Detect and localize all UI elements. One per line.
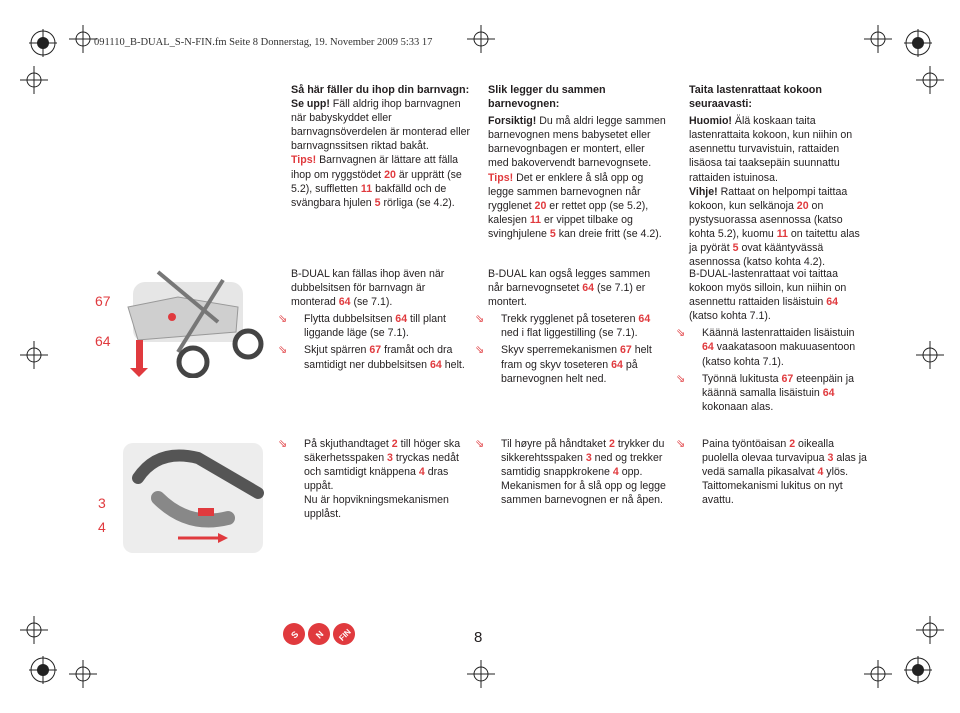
tip-text: bakfälld och de svängbara hjulen (291, 182, 447, 209)
tip-text: är upprätt (se 5.2), suffletten (291, 168, 462, 195)
warning-label: Se upp! (291, 98, 330, 111)
step-text: Trekk rygglenet på toseteren (501, 313, 636, 326)
callout-4: 4 (98, 519, 106, 535)
callout-3: 3 (98, 495, 106, 511)
step-text: på barnevognen helt ned. (501, 358, 638, 385)
language-tabs (282, 612, 362, 652)
ref-number: 64 (582, 282, 595, 295)
ref-number: 11 (529, 213, 542, 226)
tip-text: Rattaat on helpompi taittaa kokoon, kun selkänoja (689, 185, 848, 212)
ref-number: 5 (732, 242, 739, 255)
step-arrow-icon: ⇘ (676, 372, 686, 385)
section-title: Så här fäller du ihop din barnvagn: (291, 84, 470, 96)
stroller-fold-illustration (118, 262, 268, 378)
tip-text: on pystysuorassa asennossa (katso kohta 5.2), kuomu (689, 199, 843, 240)
step-arrow-icon: ⇘ (475, 344, 485, 357)
dual-text: (se 7.1) er montert. (488, 282, 646, 309)
warning-text: Du må aldri legge sammen barnevognen mens babysetet eller barnevognbagen er montert, eller med bakovervendt barnevognsete. (488, 115, 666, 170)
registration-mark-icon (864, 660, 892, 688)
registration-mark-icon (29, 29, 57, 57)
dual-section-norwegian (475, 267, 668, 386)
ref-number: 67 (619, 344, 632, 357)
warning-text: Älä koskaan taita lastenrattaita kokoon, kun niihin on asennettu turvavistuin, rattaiden lisäosa tai taaksepäin suunnattu rattaiden istuinosa. (689, 115, 853, 184)
ref-number: 5 (374, 196, 381, 209)
step-text: framåt och dra samtidigt ner dubbelsitsen (304, 344, 453, 371)
ref-number: 64 (338, 296, 351, 309)
ref-number: 2 (789, 438, 796, 450)
registration-mark-icon (29, 656, 57, 684)
ref-number: 5 (549, 227, 556, 240)
ref-number: 64 (395, 313, 408, 326)
warning-text: Fäll aldrig ihop barnvagnen när babyskyddet eller barnvagnsöverdelen är monterad eller barnvagnssitsen riktad bakåt. (291, 98, 471, 153)
step-arrow-icon: ⇘ (676, 327, 686, 340)
registration-mark-icon (916, 341, 944, 369)
lang-tab-label: FIN (337, 627, 353, 643)
ref-number: 11 (776, 227, 788, 240)
handle-unlock-illustration (118, 438, 268, 558)
tip-label: Vihje! (689, 185, 718, 198)
step-arrow-icon: ⇘ (475, 313, 485, 326)
callout-64: 64 (95, 333, 111, 349)
step-text: På skjuthandtaget (304, 438, 389, 450)
registration-mark-icon (904, 656, 932, 684)
step-text: ned i flat liggestilling (se 7.1). (501, 327, 638, 340)
column-finnish (689, 83, 869, 269)
step-text: Työnnä lukitusta (702, 372, 779, 385)
step-text: till höger ska säkerhetsspaken (304, 438, 461, 465)
tip-text: kan dreie fritt (se 4.2). (558, 227, 662, 240)
registration-mark-icon (916, 66, 944, 94)
registration-mark-icon (864, 25, 892, 53)
ref-number: 3 (827, 452, 834, 465)
registration-mark-icon (69, 660, 97, 688)
step-arrow-icon: ⇘ (278, 438, 288, 450)
ref-number: 2 (391, 438, 398, 450)
step-text: Käännä lastenrattaiden lisäistuin (702, 327, 855, 340)
step-text: Paina työntöaisan (702, 438, 787, 450)
step-text: till plant liggande läge (se 7.1). (304, 313, 446, 340)
ref-number: 64 (611, 358, 623, 371)
ref-number: 4 (817, 466, 824, 479)
step-text: Flytta dubbelsitsen (304, 313, 393, 326)
ref-number: 64 (430, 358, 442, 371)
step-text: helt fram og skyv toseteren (501, 344, 652, 371)
ref-number: 11 (360, 182, 373, 195)
ref-number: 67 (369, 344, 382, 357)
step-text: oikealla puolella olevaa turvavipua (702, 438, 834, 465)
step-text: kokonaan alas. (702, 400, 774, 413)
ref-number: 20 (534, 199, 547, 212)
step-arrow-icon: ⇘ (278, 313, 288, 326)
dual-section-swedish (278, 267, 471, 372)
registration-mark-icon (467, 660, 495, 688)
tip-text: rörliga (se 4.2). (383, 196, 455, 209)
ref-number: 64 (822, 386, 835, 399)
step-text: alas ja vedä samalla pikasalvat (702, 452, 867, 479)
registration-mark-icon (20, 616, 48, 644)
tip-label: Tips! (291, 154, 317, 167)
step-text: Nu är hopvikningsmekanismen upplåst. (304, 494, 449, 521)
ref-number: 3 (387, 452, 393, 465)
tip-text: ovat kääntyvässä asennossa (katso kohta 4.2). (689, 242, 826, 269)
lang-tab-label: S (289, 629, 301, 641)
step-text: Mekanismen for å slå opp og legge sammen barnevognen er nå åpen. (501, 480, 666, 507)
handle-section-norwegian (475, 437, 668, 507)
dual-text: (katso kohta 7.1). (689, 310, 771, 323)
dual-text: B-DUAL-lastenrattaat voi taittaa kokoon myös silloin, kun niihin on asennettu rattaiden lisäistuin (689, 268, 847, 309)
registration-mark-icon (467, 25, 495, 53)
column-norwegian (488, 83, 668, 241)
ref-number: 3 (585, 452, 592, 465)
registration-mark-icon (904, 29, 932, 57)
tip-text: er vippet tilbake og svinghjulene (488, 213, 633, 240)
ref-number: 64 (702, 341, 714, 354)
step-text: ned og trekker samtidig snappkrokene (501, 452, 663, 479)
step-text: vaakatasoon makuuasentoon (katso kohta 7.1). (702, 341, 856, 368)
tip-text: er rettet opp (se 5.2), kalesjen (488, 199, 649, 226)
ref-number: 20 (384, 168, 396, 181)
ref-number: 4 (418, 466, 425, 479)
step-text: helt. (444, 358, 465, 371)
step-text: dras uppåt. (304, 466, 449, 493)
tip-text: Barnvagnen är lättare att fälla ihop om ryggstödet (291, 154, 459, 181)
step-arrow-icon: ⇘ (676, 438, 686, 450)
ref-number: 64 (638, 313, 651, 326)
ref-number: 67 (781, 372, 794, 385)
step-text: trykker du sikkerehtsspaken (501, 438, 665, 465)
dual-text: (se 7.1). (353, 296, 393, 309)
callout-67: 67 (95, 293, 111, 309)
column-swedish (291, 83, 471, 210)
page-number: 8 (474, 629, 483, 646)
step-text: Taittomekanismi lukitus on nyt avattu. (702, 480, 843, 507)
step-text: Skyv sperremekanismen (501, 344, 617, 357)
registration-mark-icon (20, 66, 48, 94)
ref-number: 64 (826, 296, 839, 309)
handle-section-swedish (278, 437, 471, 522)
section-title: Slik legger du sammen barnevognen: (488, 84, 606, 111)
page-header: 091110_B-DUAL_S-N-FIN.fm Seite 8 Donnerstag, 19. November 2009 5:33 17 (94, 37, 433, 48)
tip-text: on taitettu alas ja pyörät (689, 227, 860, 255)
dual-text: B-DUAL kan også legges sammen når barnevognsetet (488, 268, 651, 295)
ref-number: 4 (612, 466, 619, 479)
step-text: ylös. (826, 466, 849, 479)
registration-mark-icon (916, 616, 944, 644)
section-title: Taita lastenrattaat kokoon seuraavasti: (689, 84, 822, 111)
step-text: Til høyre på håndtaket (501, 438, 607, 450)
warning-label: Huomio! (689, 115, 732, 128)
step-arrow-icon: ⇘ (475, 438, 485, 450)
warning-label: Forsiktig! (488, 115, 537, 128)
tip-label: Tips! (488, 171, 514, 184)
dual-text: B-DUAL kan fällas ihop även när dubbelsitsen för barnvagn är monterad (291, 268, 445, 309)
step-text: tryckas nedåt och samtidigt knäppena (304, 452, 459, 479)
step-text: opp. (621, 466, 643, 479)
ref-number: 2 (608, 438, 615, 450)
tip-text: Det er enklere å slå opp og legge sammen barnevognen når rygglenet (488, 171, 644, 212)
registration-mark-icon (20, 341, 48, 369)
step-text: Skjut spärren (304, 344, 367, 357)
lang-tab-label: N (313, 628, 326, 641)
step-arrow-icon: ⇘ (278, 344, 288, 357)
registration-mark-icon (69, 25, 97, 53)
step-text: eteenpäin ja käännä samalla lisäistuin (702, 372, 854, 399)
ref-number: 20 (796, 199, 809, 212)
dual-section-finnish (676, 267, 869, 414)
handle-section-finnish (676, 437, 869, 507)
